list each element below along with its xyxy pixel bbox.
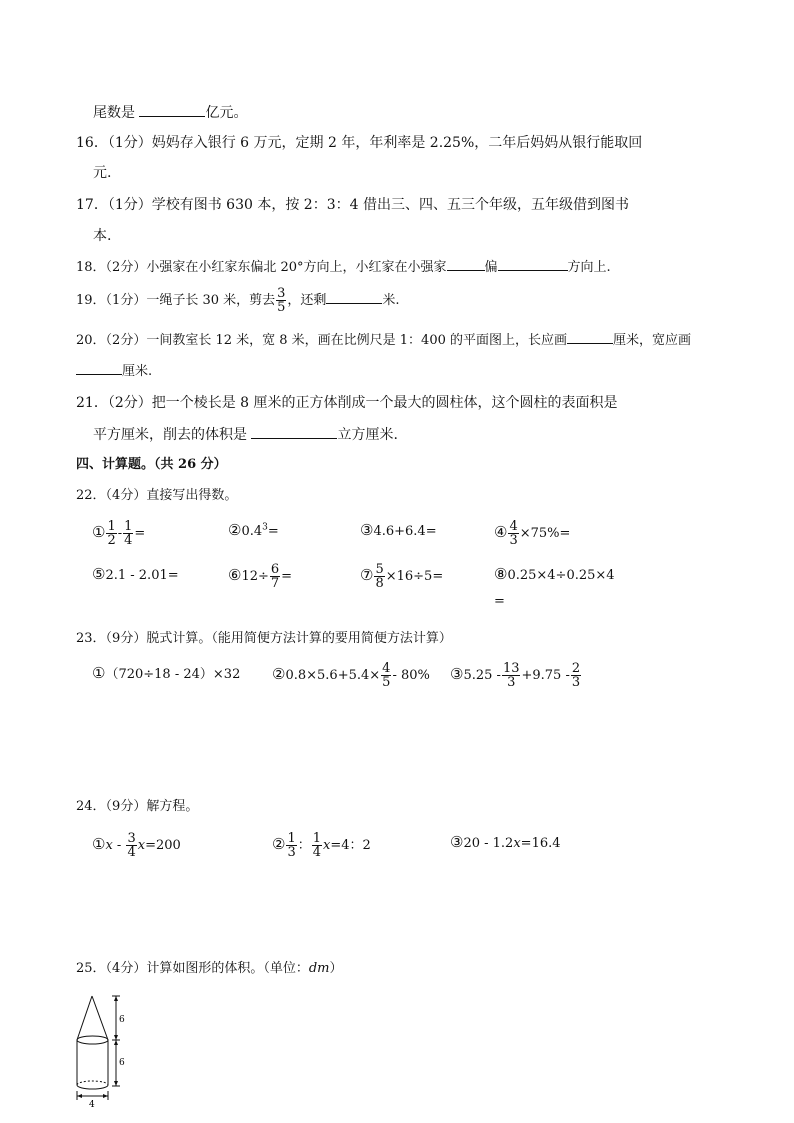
q23-marker-3: ③ xyxy=(450,665,464,683)
q22-item-6 xyxy=(228,560,292,592)
q19-frac-num: 3 xyxy=(277,286,286,301)
q22-i7-den: 8 xyxy=(375,576,384,591)
q24-i1-minus: - xyxy=(112,838,126,853)
q23-i3-b-den: 3 xyxy=(571,675,581,690)
q23-i3-b-num: 2 xyxy=(571,661,581,676)
q24-i1-var2: x xyxy=(137,838,146,853)
cylinder-bottom-front xyxy=(77,1085,108,1089)
q24-i1-den: 4 xyxy=(127,845,136,860)
q23-i1-expr: （720÷18 - 24）×32 xyxy=(105,667,241,682)
q19-fraction xyxy=(276,287,286,314)
arrow-right xyxy=(103,1094,108,1098)
q23-marker-1: ① xyxy=(92,664,106,682)
q22-i3-expr: 4.6+6.4= xyxy=(373,524,437,539)
q22-marker-2: ② xyxy=(228,521,242,539)
q24-i2-var: x xyxy=(323,838,331,853)
q22-i7-num: 5 xyxy=(375,562,384,577)
q20-blank-width[interactable] xyxy=(76,360,122,375)
cylinder-height-label: 6 xyxy=(119,1058,125,1068)
q22-item-3 xyxy=(360,520,437,542)
q22-i6-pre: 12÷ xyxy=(241,569,269,584)
q23-i2-num: 4 xyxy=(382,661,391,676)
q22-i5-expr: 2.1 - 2.01= xyxy=(105,568,179,583)
q15-tail-unit: 亿元。 xyxy=(205,105,248,121)
q24-marker-3: ③ xyxy=(450,833,464,851)
q24-i2-b-num: 1 xyxy=(312,831,322,846)
q22-i1-frac-a xyxy=(106,520,116,547)
q23-i3-mid: +9.75 - xyxy=(521,668,570,683)
q23-i2-pre: 0.8×5.6+5.4× xyxy=(285,668,381,683)
q22-i8-expr: 0.25×4÷0.25×4 xyxy=(507,568,615,583)
q22-title: 22．（4分）直接写出得数。 xyxy=(76,488,238,503)
q24-i1-num: 3 xyxy=(127,831,136,846)
q23-item-1 xyxy=(92,663,240,685)
q22-item-7 xyxy=(360,560,443,592)
q24-item-1 xyxy=(92,829,181,861)
q22-i4-num: 4 xyxy=(509,519,518,534)
q15-answer-blank[interactable] xyxy=(139,102,205,117)
q22-marker-8: ⑧ xyxy=(494,565,508,583)
q24-item-3 xyxy=(450,832,561,854)
q17-line1: 17．（1分）学校有图书 630 本，按 2：3：4 借出三、四、五三个年级，五年级借到图书 xyxy=(76,197,629,213)
q20-text: 20．（2分）一间教室长 12 米，宽 8 米，画在比例尺是 1：400 的平面图上，长应画 xyxy=(76,333,568,348)
q18-blank-2[interactable] xyxy=(498,256,568,271)
q19-frac-den: 5 xyxy=(277,300,286,315)
q24-title: 24．（9分）解方程。 xyxy=(76,799,199,814)
q22-i6-eq: = xyxy=(281,569,293,584)
q18-text: 18．（2分）小强家在小红家东偏北 20°方向上，小红家在小强家 xyxy=(76,260,447,275)
q22-marker-1: ① xyxy=(92,523,106,541)
q25-title xyxy=(76,959,343,979)
q22-i8-eq: = xyxy=(494,594,505,609)
q23-item-3 xyxy=(450,659,582,691)
q24-i2-b-den: 4 xyxy=(312,845,322,860)
q24-i2-a-num: 1 xyxy=(287,831,296,846)
q16-line2 xyxy=(93,163,111,183)
q16-line1: 16．（1分）妈妈存入银行 6 万元，定期 2 年，年利率是 2.25%，二年后妈妈从银行能取回 xyxy=(76,135,643,151)
q22-i1-op: - xyxy=(117,526,123,541)
q19-blank[interactable] xyxy=(326,289,382,304)
q25-unit: dm xyxy=(308,961,330,976)
q22-i1-a-den: 2 xyxy=(107,533,116,548)
q20-text-mid: 厘米，宽应画 xyxy=(613,333,692,348)
arrow-down-1 xyxy=(114,1035,118,1040)
q24-i2-frac-b xyxy=(312,832,322,859)
q22-marker-6: ⑥ xyxy=(228,566,242,584)
q22-item-8 xyxy=(494,564,615,586)
q24-item-2 xyxy=(272,829,371,861)
q22-i1-a-num: 1 xyxy=(107,519,116,534)
q22-marker-7: ⑦ xyxy=(360,566,374,584)
q17-unit: 本. xyxy=(93,228,112,244)
q20-line2 xyxy=(76,360,152,382)
q18-blank-1[interactable] xyxy=(447,256,485,271)
q15-tail xyxy=(93,102,247,123)
cone-height-label: 6 xyxy=(119,1015,125,1025)
q23-i2-post: - 80% xyxy=(392,668,430,683)
cone-right-edge xyxy=(92,996,108,1040)
q24-i1-var: x xyxy=(105,838,113,853)
q23-i3-pre: 5.25 - xyxy=(463,668,501,683)
q22-i2-base: 0.4 xyxy=(241,524,263,539)
q19-unit: 米. xyxy=(382,293,400,308)
q22-item-4 xyxy=(494,517,570,549)
q18 xyxy=(76,256,611,278)
q22-item-1 xyxy=(92,517,145,549)
q22-i6-frac xyxy=(270,563,280,590)
q22-item-2 xyxy=(228,520,279,542)
q22-i4-frac xyxy=(508,520,518,547)
q24-marker-2: ② xyxy=(272,835,286,853)
q17-line2 xyxy=(93,226,111,246)
q22-i1-b-num: 1 xyxy=(124,519,133,534)
arrow-down-2 xyxy=(114,1081,118,1086)
q19-text-mid: ，还剩 xyxy=(287,293,327,308)
q22-i2-exp: 3 xyxy=(262,522,268,533)
q22-marker-4: ④ xyxy=(494,523,508,541)
q23-i3-frac-a xyxy=(502,662,521,689)
q24-marker-1: ① xyxy=(92,835,106,853)
q23-i3-a-den: 3 xyxy=(507,675,516,690)
q22-i6-num: 6 xyxy=(270,562,280,577)
q23-title: 23．（9分）脱式计算。（能用简便方法计算的要用简便方法计算） xyxy=(76,631,452,646)
q24-i1-frac xyxy=(126,832,136,859)
q23-i2-den: 5 xyxy=(382,675,391,690)
q22-i4-den: 3 xyxy=(509,533,518,548)
q19 xyxy=(76,287,400,314)
cone-left-edge xyxy=(77,996,92,1040)
q24-i2-a-den: 3 xyxy=(287,845,296,860)
q21-blank[interactable] xyxy=(251,424,337,439)
q18-text-end: 方向上. xyxy=(567,260,611,275)
q18-text-mid: 偏 xyxy=(484,260,498,275)
q24-i1-post: =200 xyxy=(145,838,181,853)
q22-item-5 xyxy=(92,564,179,586)
q22-marker-3: ③ xyxy=(360,521,374,539)
q21-line1: 21．（2分）把一个棱长是 8 厘米的正方体削成一个最大的圆柱体，这个圆柱的表面积是 xyxy=(76,395,618,411)
section-4-heading: 四、计算题。（共 26 分） xyxy=(76,457,227,472)
arrow-up-1 xyxy=(114,996,118,1001)
q22-i1-frac-b xyxy=(123,520,133,547)
cone-cylinder-figure xyxy=(68,990,138,1108)
q22-i7-frac xyxy=(374,563,384,590)
q19-text: 19．（1分）一绳子长 30 米，剪去 xyxy=(76,293,276,308)
q24-i3-var: x xyxy=(513,836,521,851)
q16-unit: 元. xyxy=(93,165,112,181)
arrow-left xyxy=(77,1094,82,1098)
q22-marker-5: ⑤ xyxy=(92,565,106,583)
q22-i1-eq: = xyxy=(134,526,146,541)
diameter-label: 4 xyxy=(89,1100,95,1108)
q23-item-2 xyxy=(272,659,430,691)
q22-i6-den: 7 xyxy=(270,576,280,591)
q22-i4-rest: ×75%= xyxy=(519,526,571,541)
q24-i3-post: =16.4 xyxy=(520,836,561,851)
q23-marker-2: ② xyxy=(272,665,286,683)
arrow-up-2 xyxy=(114,1040,118,1045)
q21-text: 平方厘米，削去的体积是 xyxy=(93,427,247,443)
q24-i3-pre: 20 - 1.2 xyxy=(463,836,514,851)
q24-i2-frac-a xyxy=(286,832,296,859)
q22-i7-rest: ×16÷5= xyxy=(385,569,444,584)
q23-i2-frac xyxy=(381,662,391,689)
q22-i1-b-den: 4 xyxy=(124,533,133,548)
cylinder-top-ellipse xyxy=(77,1036,108,1044)
q15-tail-text: 尾数是 xyxy=(93,105,135,121)
q25-title-text: 25．（4分）计算如图形的体积。（单位： xyxy=(76,961,309,976)
q20-unit: 厘米. xyxy=(122,364,153,379)
q25-title-end: ） xyxy=(329,961,343,976)
q21-unit: 立方厘米. xyxy=(337,427,398,443)
q20-blank-length[interactable] xyxy=(567,329,613,344)
q21-line2 xyxy=(93,424,398,445)
q24-i2-post: =4：2 xyxy=(330,838,371,853)
q23-i3-a-num: 13 xyxy=(502,661,520,676)
q23-i3-frac-b xyxy=(571,662,581,689)
q22-i2-eq: = xyxy=(267,524,279,539)
q20-line1 xyxy=(76,329,691,351)
cylinder-bottom-back xyxy=(77,1081,108,1085)
q24-i2-colon: ： xyxy=(297,838,311,853)
